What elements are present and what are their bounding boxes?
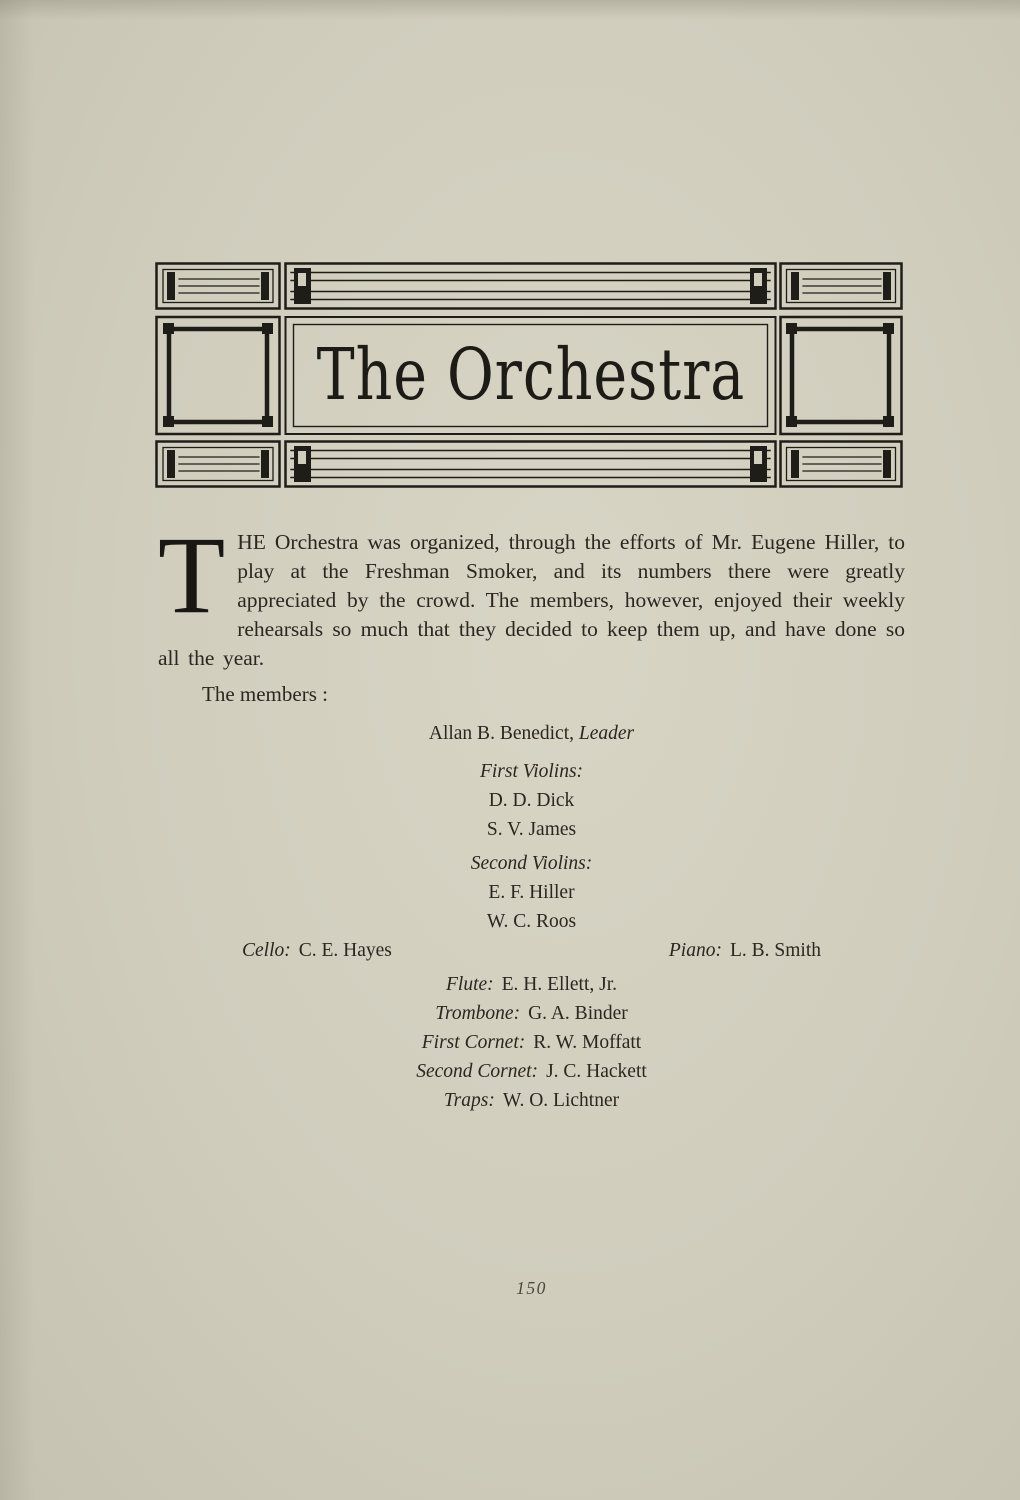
trombone-entry: [158, 999, 905, 1028]
member-role: First Cornet:: [421, 1032, 526, 1053]
ornament-right-bottom: [781, 442, 902, 487]
member-name: D. D. Dick: [488, 790, 575, 811]
member-role: Flute:: [445, 974, 494, 995]
leader-row: [158, 719, 905, 748]
ornament-right-top: [781, 264, 902, 309]
member-role: Trombone:: [435, 1003, 521, 1024]
member-name: C. E. Hayes: [298, 940, 392, 961]
member-role: Traps:: [443, 1090, 495, 1111]
leader-role: Leader: [578, 723, 635, 744]
member-name: W. O. Lichtner: [502, 1090, 620, 1111]
member-name: S. V. James: [486, 819, 577, 840]
member-name: E. F. Hiller: [488, 882, 575, 903]
ornament-left-middle: [157, 317, 280, 434]
member-name: L. B. Smith: [729, 940, 821, 961]
traps-entry: [158, 1086, 905, 1115]
ornament-left-top: [157, 264, 280, 309]
member-role: Cello:: [242, 940, 291, 961]
ornament-right-middle: [781, 317, 902, 434]
member-name: G. A. Binder: [528, 1003, 628, 1024]
ornament-center-bottom-band: [286, 442, 776, 487]
member-name: E. H. Ellett, Jr.: [501, 974, 618, 995]
intro-paragraph: [158, 514, 905, 673]
intro-text: HE Orchestra was organized, through the efforts of Mr. Eugene Hiller, to play at the Freshman Smoker, and its numbers there were greatly appreciated by the crowd. The members, however, enjoyed their weekly rehearsals so much that they decided to keep them up, and have done so all the year.: [158, 530, 905, 670]
members-roster: [158, 680, 905, 1115]
member-name: J. C. Hackett: [546, 1061, 647, 1082]
ornament-left-bottom: [157, 442, 280, 487]
section-heading-first-violins: First Violins:: [479, 761, 584, 782]
member-role: Piano:: [668, 940, 722, 961]
header-ornament: [155, 262, 903, 488]
second-cornet-entry: [158, 1057, 905, 1086]
ornament-center-top-band: [286, 264, 776, 309]
title-panel: [286, 316, 776, 433]
cello-piano-row: [158, 936, 905, 965]
members-intro: The members :: [202, 682, 328, 706]
member-name: W. C. Roos: [486, 911, 577, 932]
flute-entry: [158, 970, 905, 999]
member-name: R. W. Moffatt: [533, 1032, 642, 1053]
leader-name: Allan B. Benedict,: [428, 723, 574, 744]
piano-entry: [669, 936, 821, 965]
member-role: Second Cornet:: [416, 1061, 539, 1082]
page-title: The Orchestra: [316, 332, 746, 417]
section-heading-second-violins: Second Violins:: [470, 853, 593, 874]
first-cornet-entry: [158, 1028, 905, 1057]
drop-cap: T: [158, 514, 226, 636]
cello-entry: [242, 936, 392, 965]
page-number: 150: [516, 1278, 547, 1298]
